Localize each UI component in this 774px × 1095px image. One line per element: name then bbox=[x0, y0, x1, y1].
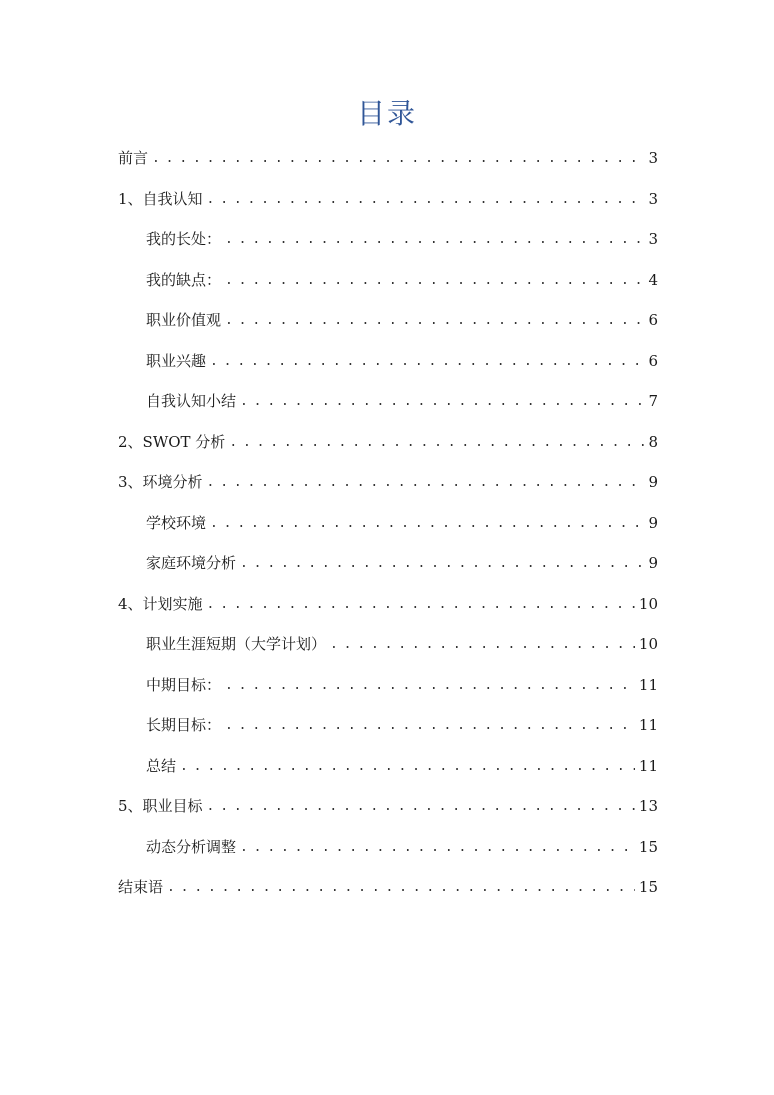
toc-entry[interactable] bbox=[118, 381, 658, 422]
toc-leader-dots bbox=[225, 675, 635, 695]
toc-entry-page: 15 bbox=[638, 878, 658, 897]
toc-entry-page: 7 bbox=[648, 392, 658, 411]
toc-entry[interactable] bbox=[118, 705, 658, 746]
toc-entry[interactable] bbox=[118, 341, 658, 382]
toc-entry[interactable] bbox=[118, 462, 658, 503]
toc-entry-text: 5、职业目标 bbox=[118, 797, 203, 816]
toc-entry[interactable] bbox=[118, 746, 658, 787]
toc-entry-text: 前言 bbox=[118, 149, 149, 168]
toc-entry-text: 职业兴趣 bbox=[146, 351, 207, 370]
toc-entry[interactable] bbox=[118, 624, 658, 665]
toc-entry-page: 11 bbox=[638, 756, 658, 775]
toc-entry-text: 长期目标： bbox=[146, 716, 222, 735]
toc-leader-dots bbox=[240, 553, 644, 573]
toc-entry-text: 结束语 bbox=[118, 878, 164, 897]
toc-entry[interactable] bbox=[118, 584, 658, 625]
toc-entry-text: 总结 bbox=[146, 756, 177, 775]
toc-entry-page: 3 bbox=[648, 230, 658, 249]
toc-entry-page: 10 bbox=[638, 594, 658, 613]
toc-leader-dots bbox=[240, 391, 644, 411]
toc-entry-text: 我的长处： bbox=[146, 230, 222, 249]
toc-leader-dots bbox=[207, 796, 635, 816]
toc-entry-text: 自我认知小结 bbox=[146, 392, 237, 411]
toc-entry-text: 职业生涯短期（大学计划） bbox=[146, 635, 327, 654]
toc-entry-page: 8 bbox=[648, 432, 658, 451]
toc-entry-page: 9 bbox=[648, 473, 658, 492]
toc-entry-page: 13 bbox=[638, 797, 658, 816]
toc-entry[interactable] bbox=[118, 300, 658, 341]
toc-leader-dots bbox=[330, 634, 635, 654]
toc-entry-page: 3 bbox=[648, 149, 658, 168]
toc-entry-text: 职业价值观 bbox=[146, 311, 222, 330]
toc-leader-dots bbox=[210, 351, 644, 371]
toc-leader-dots bbox=[229, 432, 644, 452]
toc-entry-page: 9 bbox=[648, 513, 658, 532]
toc-entry-text: 学校环境 bbox=[146, 513, 207, 532]
toc-entry-text: 动态分析调整 bbox=[146, 837, 237, 856]
toc-entry-page: 4 bbox=[648, 270, 658, 289]
toc-entry-text: 3、环境分析 bbox=[118, 473, 203, 492]
toc-entry-text: 我的缺点： bbox=[146, 270, 222, 289]
toc-leader-dots bbox=[225, 270, 644, 290]
toc-title: 目录 bbox=[356, 97, 417, 130]
toc-entry-text: 2、SWOT 分析 bbox=[118, 432, 226, 451]
toc-leader-dots bbox=[225, 715, 635, 735]
toc-entry-page: 6 bbox=[648, 311, 658, 330]
toc-entry-text: 4、计划实施 bbox=[118, 594, 203, 613]
toc-entry-page: 11 bbox=[638, 675, 658, 694]
toc-leader-dots bbox=[207, 594, 635, 614]
toc-entry-text: 中期目标： bbox=[146, 675, 222, 694]
toc-list bbox=[118, 138, 658, 908]
toc-entry-page: 9 bbox=[648, 554, 658, 573]
toc-leader-dots bbox=[210, 513, 644, 533]
toc-entry[interactable] bbox=[118, 543, 658, 584]
toc-entry[interactable] bbox=[118, 219, 658, 260]
toc-entry[interactable] bbox=[118, 665, 658, 706]
toc-leader-dots bbox=[207, 472, 644, 492]
toc-entry[interactable] bbox=[118, 422, 658, 463]
toc-entry-page: 15 bbox=[638, 837, 658, 856]
toc-entry-page: 6 bbox=[648, 351, 658, 370]
toc-entry[interactable] bbox=[118, 827, 658, 868]
toc-leader-dots bbox=[152, 148, 644, 168]
toc-entry-page: 11 bbox=[638, 716, 658, 735]
toc-leader-dots bbox=[225, 310, 644, 330]
toc-leader-dots bbox=[207, 189, 644, 209]
toc-leader-dots bbox=[225, 229, 644, 249]
toc-entry-page: 3 bbox=[648, 189, 658, 208]
toc-entry[interactable] bbox=[118, 260, 658, 301]
toc-entry[interactable] bbox=[118, 503, 658, 544]
toc-entry[interactable] bbox=[118, 786, 658, 827]
toc-leader-dots bbox=[180, 756, 635, 776]
toc-entry-page: 10 bbox=[638, 635, 658, 654]
toc-leader-dots bbox=[240, 837, 635, 857]
toc-leader-dots bbox=[167, 877, 635, 897]
toc-entry-text: 1、自我认知 bbox=[118, 189, 203, 208]
toc-entry[interactable] bbox=[118, 867, 658, 908]
toc-entry[interactable] bbox=[118, 179, 658, 220]
toc-entry[interactable] bbox=[118, 138, 658, 179]
toc-entry-text: 家庭环境分析 bbox=[146, 554, 237, 573]
